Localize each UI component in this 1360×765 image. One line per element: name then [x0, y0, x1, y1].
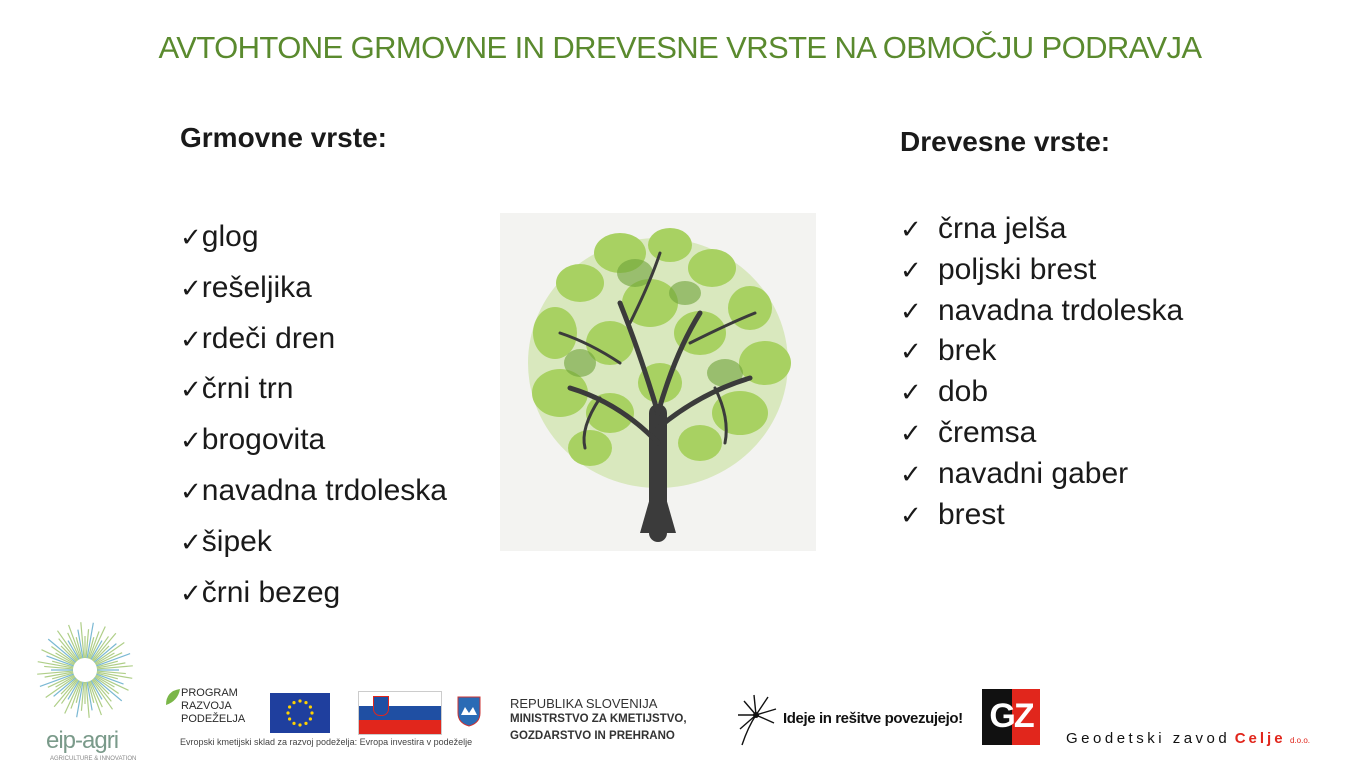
- tree-item: [900, 457, 1183, 498]
- shrub-item: [180, 423, 447, 474]
- checkmark-icon: ✓: [900, 295, 922, 326]
- shrubs-list: [180, 220, 447, 626]
- checkmark-icon: ✓: [180, 222, 202, 252]
- tree-item: [900, 498, 1183, 539]
- trees-list: [900, 212, 1183, 538]
- checkmark-icon: ✓: [180, 475, 202, 506]
- leaf-icon: [164, 687, 182, 707]
- shrub-label: navadna trdoleska: [201, 473, 447, 507]
- gz-text: Geodetski zavod: [1066, 730, 1231, 747]
- eu-stars-icon: [270, 693, 330, 733]
- checkmark-icon: ✓: [180, 577, 202, 608]
- checkmark-icon: ✓: [180, 374, 202, 405]
- tree-item: [900, 253, 1183, 294]
- checkmark-icon: ✓: [180, 425, 202, 456]
- shrub-item: [180, 474, 447, 525]
- prp-line3: PODEŽELJA: [181, 713, 246, 725]
- footer-logos: [0, 615, 1360, 765]
- trees-heading: Drevesne vrste:: [900, 126, 1111, 157]
- shrub-label: črni bezeg: [201, 575, 341, 609]
- ministry-line1: REPUBLIKA SLOVENIJA: [510, 696, 658, 711]
- eip-agri-tagline: AGRICULTURE & INNOVATION: [50, 756, 137, 762]
- tree-label: brek: [938, 334, 997, 368]
- coat-of-arms-icon: [456, 695, 482, 727]
- tree-item: [900, 334, 1183, 375]
- prp-caption: Evropski kmetijski sklad za razvoj podeželja: Evropa investira v podeželje: [180, 737, 473, 747]
- gz-city: Celje: [1234, 730, 1286, 747]
- tree-label: črna jelša: [938, 212, 1067, 245]
- checkmark-icon: ✓: [900, 336, 922, 367]
- prp-logo: [164, 685, 254, 745]
- shrub-label: šipek: [201, 524, 272, 558]
- eu-flag: [270, 693, 330, 733]
- tree-label: navadna trdoleska: [938, 293, 1184, 327]
- checkmark-icon: ✓: [180, 323, 202, 354]
- tree-item: [900, 375, 1183, 416]
- ministry-line3: GOZDARSTVO IN PREHRANO: [510, 730, 675, 742]
- shrubs-column: [180, 122, 447, 609]
- tree-item: [900, 294, 1183, 335]
- gz-suffix: d.o.o.: [1290, 736, 1311, 745]
- page-title: AVTOHTONE GRMOVNE IN DREVESNE VRSTE NA OBMOČJU PODRAVJA: [158, 30, 1202, 65]
- gz-wordmark: [1066, 730, 1310, 748]
- trees-column: [900, 126, 1184, 531]
- checkmark-icon: ✓: [180, 526, 202, 557]
- shrub-label: črni trn: [201, 372, 294, 406]
- prp-line2: RAZVOJA: [181, 700, 232, 712]
- shrubs-heading: Grmovne vrste:: [180, 122, 387, 153]
- checkmark-icon: ✓: [900, 499, 922, 530]
- eip-agri-logo: [30, 615, 140, 765]
- tree-label: navadni gaber: [938, 456, 1129, 490]
- shrub-item: [180, 322, 447, 373]
- shrub-label: brogovita: [201, 423, 326, 457]
- shrub-item: [180, 525, 447, 576]
- checkmark-icon: ✓: [900, 214, 922, 244]
- checkmark-icon: ✓: [900, 417, 922, 448]
- starburst-icon: [35, 615, 135, 725]
- shrub-label: glog: [201, 220, 259, 253]
- shrub-label: rdeči dren: [201, 321, 336, 355]
- eip-agri-name: eip-agri: [46, 727, 119, 754]
- dandelion-icon: [734, 691, 780, 747]
- checkmark-icon: ✓: [900, 254, 922, 285]
- tree-label: dob: [938, 375, 989, 409]
- checkmark-icon: ✓: [900, 377, 922, 408]
- prp-line1: PROGRAM: [181, 687, 238, 699]
- tree-label: čremsa: [938, 415, 1037, 449]
- tree-illustration: [500, 213, 816, 551]
- shrub-item: [180, 372, 447, 423]
- tree-label: brest: [938, 497, 1005, 531]
- ministry-line2: MINISTRSTVO ZA KMETIJSTVO,: [510, 713, 687, 725]
- tree-label: poljski brest: [938, 252, 1097, 286]
- shrub-item: [180, 220, 447, 271]
- shrub-item: [180, 271, 447, 322]
- checkmark-icon: ✓: [180, 272, 202, 303]
- slovenia-flag: [358, 691, 442, 735]
- gz-logo: [982, 689, 1040, 745]
- slogan-text: Ideje in rešitve povezujejo!: [783, 710, 963, 727]
- checkmark-icon: ✓: [900, 458, 922, 489]
- tree-item: [900, 212, 1183, 253]
- gz-mark: GZ: [989, 697, 1033, 735]
- tree-item: [900, 416, 1183, 457]
- tree-icon: [500, 213, 816, 551]
- shrub-label: rešeljika: [201, 270, 312, 304]
